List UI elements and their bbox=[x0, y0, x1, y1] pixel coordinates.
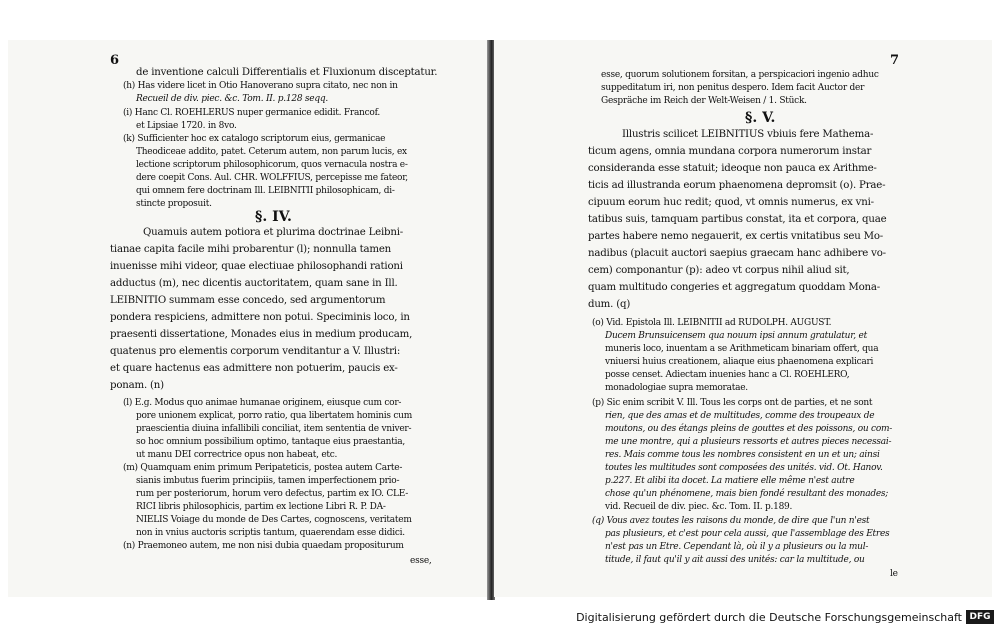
right-line-11: partes habere nemo negauerit, ex certis vnitatibus seu Mo- bbox=[588, 231, 884, 242]
right-catchword: le bbox=[890, 569, 898, 579]
right-line-28: p.227. Et alibi ita docet. La matiere elle même n'est autre bbox=[605, 476, 855, 486]
left-line-7: Theodiceae addito, patet. Ceterum autem, non parum lucis, ex bbox=[136, 147, 407, 157]
footnote-q: (q) Vous avez toutes les raisons du monde, de dire que l'un n'est bbox=[592, 516, 870, 526]
left-line-17: LEIBNITIO summam esse concedo, sed argumentorum bbox=[110, 295, 386, 306]
left-line-1: de inventione calculi Differentialis et Fluxionum disceptatur. bbox=[136, 67, 438, 78]
left-line-15: inuenisse mihi videor, quae electiuae philosophandi rationi bbox=[110, 261, 403, 272]
left-line-13: Quamuis autem potiora et plurima doctrinae Leibni- bbox=[143, 227, 404, 238]
left-line-10: qui omnem fere doctrinam Ill. LEIBNITII philosophicam, di- bbox=[136, 186, 395, 196]
left-line-9: dere coepit Cons. Aul. CHR. WOLFFIUS, percepisse me fateor, bbox=[136, 173, 408, 183]
right-line-2: suppeditatum iri, non penitus despero. Idem facit Auctor der bbox=[601, 83, 865, 93]
left-line-19: praesenti dissertatione, Monades eius in medium producam, bbox=[110, 329, 413, 340]
footnote-m: (m) Quamquam enim primum Peripateticis, postea autem Carte- bbox=[123, 463, 403, 473]
left-page-number: 6 bbox=[110, 53, 120, 68]
right-line-9: cipuum eorum huc redit; quod, vt omnis numerus, ex vni- bbox=[588, 197, 874, 208]
footnote-n: (n) Praemoneo autem, me non nisi dubia quaedam propositurum bbox=[123, 541, 404, 551]
left-line-8: lectione scriptorum philosophicorum, quos vernacula nostra e- bbox=[136, 160, 408, 170]
right-line-15: dum. (q) bbox=[588, 299, 631, 310]
right-line-7: considerandа esse statuit; ideoque non pauca ex Arithme- bbox=[588, 163, 877, 174]
left-line-33: non in vnius auctoris scriptis tantum, quaerendam esse didici. bbox=[136, 528, 405, 538]
right-line-23: rien, que des amas et de multitudes, comme des troupeaux de bbox=[605, 411, 875, 421]
right-line-34: titude, il faut qu'il y ait aussi des unités: car la multitude, ou bbox=[605, 555, 865, 565]
right-line-13: cem) componantur (p): adeo vt corpus nihil aliud sit, bbox=[588, 265, 850, 276]
left-line-29: sianis imbutus fuerim principiis, tamen imperfectionem prio- bbox=[136, 476, 400, 486]
left-line-20: quatenus pro elementis corporum venditantur a V. Illustri: bbox=[110, 346, 401, 357]
dfg-logo: DFG bbox=[966, 610, 994, 624]
funding-credit: Digitalisierung gefördert durch die Deutsche Forschungsgemeinschaft bbox=[576, 611, 962, 624]
footnote-l: (l) E.g. Modus quo animae humanae originem, eiusque cum cor- bbox=[123, 398, 402, 408]
right-line-21: monadologiae supra memoratae. bbox=[605, 383, 748, 393]
left-line-3: Recueil de div. piec. &c. Tom. II. p.128 seqq. bbox=[136, 94, 329, 104]
right-line-8: ticis ad illustranda eorum phaenomena depromsit (o). Prae- bbox=[588, 180, 886, 191]
left-line-30: rum per posteriorum, horum vero defectus, partim ex IO. CLE- bbox=[136, 489, 409, 499]
right-page-number: 7 bbox=[890, 53, 900, 68]
right-line-32: pas plusieurs, et c'est pour cela aussi, que l'assemblage des Etres bbox=[605, 529, 890, 539]
left-line-27: ut manu DEI correctrice opus non habeat, etc. bbox=[136, 450, 338, 460]
right-line-27: toutes les multitudes sont composées des unités. vid. Ot. Hanov. bbox=[605, 463, 883, 473]
section-heading-iv: §. IV. bbox=[255, 209, 292, 225]
right-line-10: tatibus suis, tamquam partibus constat, ita et corpora, quae bbox=[588, 214, 887, 225]
right-line-26: res. Mais comme tous les nombres consistent en un et un; ainsi bbox=[605, 450, 880, 460]
left-line-18: pondera respiciens, admittere non potui. Speciminis loco, in bbox=[110, 312, 410, 323]
right-line-24: moutons, ou des étangs pleins de gouttes et des poissons, ou com- bbox=[605, 424, 893, 434]
right-line-17: Ducem Brunsuicensem qua nouum ipsi annum gratulatur, et bbox=[605, 331, 867, 341]
right-line-6: ticum agens, omnia mundana corpora numerorum instar bbox=[588, 146, 872, 157]
left-line-32: NIELIS Voiage du monde de Des Cartes, cognoscens, veritatem bbox=[136, 515, 412, 525]
right-line-19: vniuersi huius creationem, aliaque eius phaenomena explicari bbox=[605, 357, 874, 367]
right-line-5: Illustris scilicet LEIBNITIUS vbiuis fere Mathema- bbox=[622, 129, 874, 140]
right-line-18: muneris loco, inuentam a se Arithmeticam binariam offert, qua bbox=[605, 344, 879, 354]
right-line-30: vid. Recueil de div. piec. &c. Tom. II. p.189. bbox=[605, 502, 793, 512]
right-line-25: me une montre, qui a plusieurs ressorts et autres pieces necessai- bbox=[605, 437, 892, 447]
right-line-12: nadibus (placuit auctori saepius graecam hanc adhibere vo- bbox=[588, 248, 886, 259]
right-line-33: n'est pas un Etre. Cependant là, où il y a plusieurs ou la mul- bbox=[605, 542, 869, 552]
left-catchword: esse, bbox=[410, 556, 432, 566]
footnote-p: (p) Sic enim scribit V. Ill. Tous les corps ont de parties, et ne sont bbox=[592, 398, 873, 408]
footnote-i: (i) Hanc Cl. ROEHLERUS nuper germanice edidit. Francof. bbox=[123, 108, 380, 118]
right-line-3: Gespräche im Reich der Welt-Weisen / 1. Stück. bbox=[601, 96, 807, 106]
right-line-29: chose qu'un phénomene, mais bien fondé resultant des monades; bbox=[605, 489, 889, 499]
left-line-24: pore unionem explicat, porro ratio, qua libertatem hominis cum bbox=[136, 411, 413, 421]
left-line-31: RICI libris philosophicis, partim ex lectione Libri R. P. DA- bbox=[136, 502, 386, 512]
right-line-14: quam multitudo congeries et aggregatum quoddam Mona- bbox=[588, 282, 881, 293]
left-line-26: so hoc omnium possibilium optimo, tantaque eius praestantia, bbox=[136, 437, 405, 447]
left-line-22: ponam. (n) bbox=[110, 380, 164, 391]
footnote-k: (k) Sufficienter hoc ex catalogo scriptorum eius, germanicae bbox=[123, 134, 386, 144]
left-line-11: stincte proposuit. bbox=[136, 199, 212, 209]
footnote-h: (h) Has videre licet in Otio Hanoverano supra citato, nec non in bbox=[123, 81, 398, 91]
left-line-5: et Lipsiae 1720. in 8vo. bbox=[136, 121, 237, 131]
footnote-o: (o) Vid. Epistola Ill. LEIBNITII ad RUDOLPH. AUGUST. bbox=[592, 318, 832, 328]
right-line-20: posse censet. Adiectam inuenies hanc a Cl. ROEHLERO, bbox=[605, 370, 850, 380]
right-line-1: esse, quorum solutionem forsitan, a perspicaciori ingenio adhuc bbox=[601, 70, 879, 80]
left-line-14: tianae capita facile mihi probarentur (l); nonnulla tamen bbox=[110, 244, 392, 255]
left-line-16: adductus (m), nec dicentis auctoritatem, quam sane in Ill. bbox=[110, 278, 398, 289]
left-line-21: et quare hactenus eas admittere non potuerim, paucis ex- bbox=[110, 363, 398, 374]
section-heading-v: §. V. bbox=[745, 110, 776, 126]
left-line-25: praescientia diuina infallibili conciliat, item sententia de vniver- bbox=[136, 424, 412, 434]
footer-bar bbox=[0, 607, 1000, 628]
